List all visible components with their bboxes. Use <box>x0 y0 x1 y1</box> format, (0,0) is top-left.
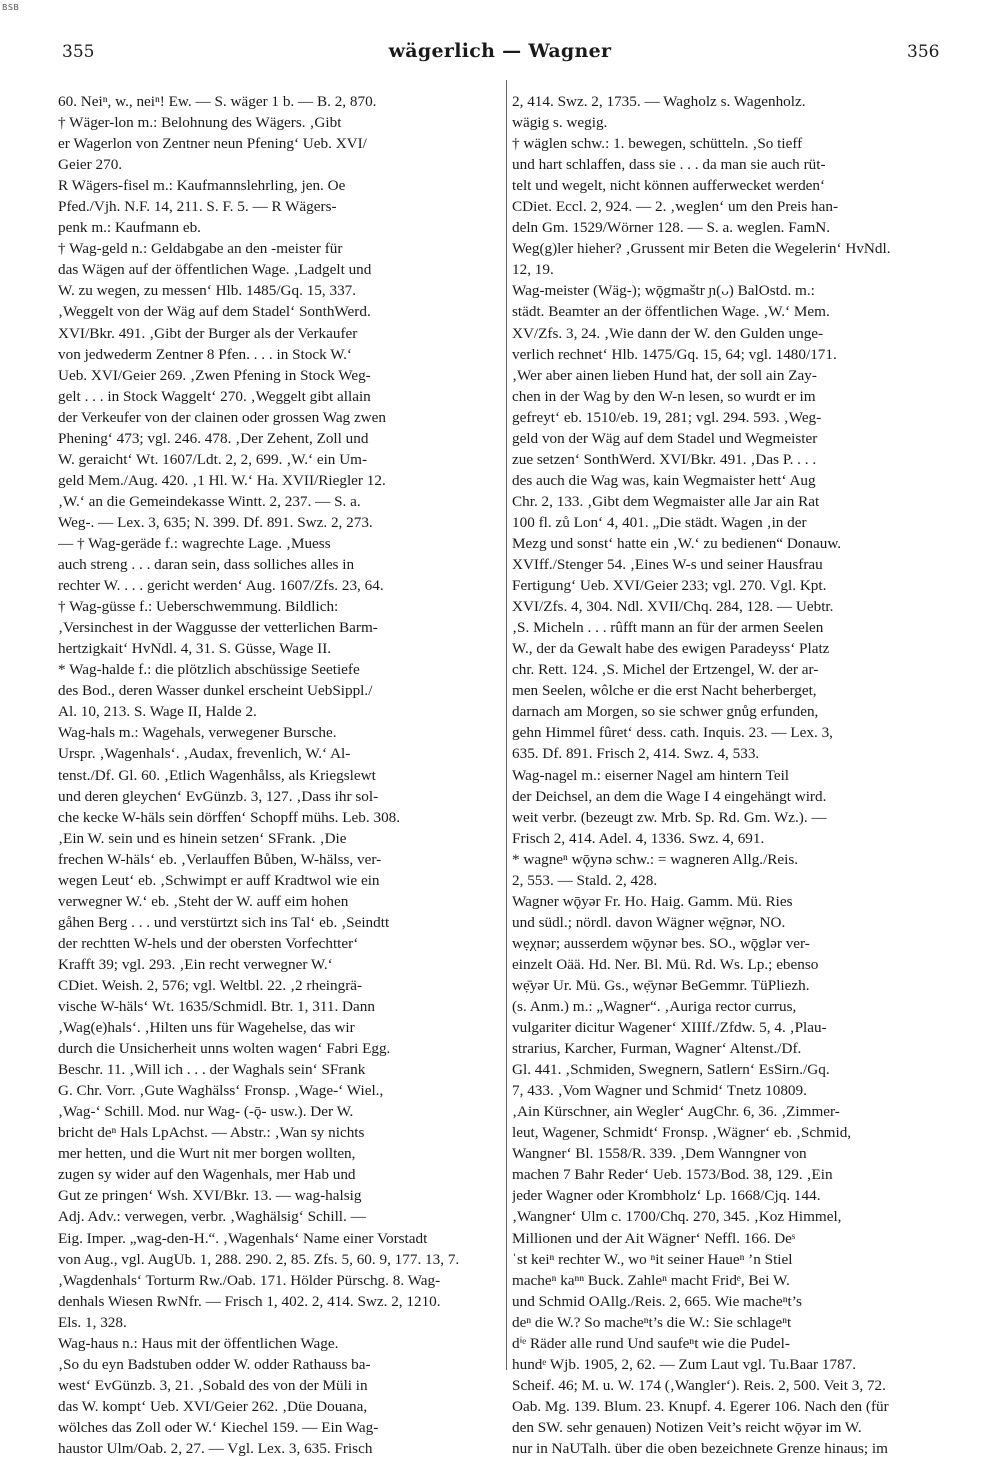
text-line: der Deichsel, an dem die Wage I 4 eingehängt wird. <box>512 787 827 805</box>
text-line: gefreyt‘ eb. 1510/eb. 19, 281; vgl. 294. 593. ‚Weg- <box>512 408 822 426</box>
text-line: macheⁿ kaⁿⁿ Buck. Zahleⁿ macht Fridᵉ, Bei W. <box>512 1271 790 1289</box>
text-line: städt. Beamter an der öffentlichen Wage. ‚W.‘ Mem. <box>512 303 830 321</box>
text-line: Eig. Imper. „wag-den-H.“. ‚Wagenhals‘ Name einer Vorstadt <box>58 1229 428 1247</box>
text-line: tenst./Df. Gl. 60. ‚Etlich Wagenhålss, als Kriegslewt <box>58 766 376 784</box>
text-line: Oab. Mg. 139. Blum. 23. Knupf. 4. Egerer 106. Nach den (für <box>512 1397 889 1415</box>
text-line: dⁱᵉ Räder alle rund Und saufeⁿt wie die Pudel- <box>512 1334 790 1352</box>
text-line: Els. 1, 328. <box>58 1313 127 1331</box>
text-line: das Wägen auf der öffentlichen Wage. ‚Ladgelt und <box>58 261 372 279</box>
text-line: ‚Wagdenhals‘ Torturm Rw./Oab. 171. Hölder Pürschg. 8. Wag- <box>58 1271 441 1289</box>
text-line: weit verbr. (bezeugt zw. Mrb. Sp. Rd. Gm. Wz.). — <box>512 808 827 826</box>
text-line: telt und wegelt, nicht können aufferwecket werden‘ <box>512 177 826 195</box>
text-line: ‚W.‘ an die Gemeindekasse Wintt. 2, 237. — S. a. <box>58 492 361 510</box>
text-line: und südl.; nördl. davon Wägner wẹ̄gnər, NO. <box>512 913 786 931</box>
text-line: 2, 414. Swz. 2, 1735. — Wagholz s. Wagenholz. <box>512 93 806 110</box>
text-line: Ueb. XVI/Geier 269. ‚Zwen Pfening in Stock Weg- <box>58 366 371 384</box>
text-line: chr. Rett. 124. ‚S. Michel der Ertzengel, W. der ar- <box>512 661 819 679</box>
text-line: leut, Wagener, Schmidt‘ Fronsp. ‚Wägner‘ eb. ‚Schmid, <box>512 1124 852 1142</box>
text-line: einzelt Oää. Hd. Ner. Bl. Mü. Rd. Ws. Lp.; ebenso <box>512 955 819 973</box>
text-line: Wag-hals m.: Wagehals, verwegener Bursche. <box>58 724 337 742</box>
text-line: wägig s. wegig. <box>512 114 608 132</box>
text-line: des auch die Wag was, kain Wegmaister hett‘ Aug <box>512 471 816 489</box>
text-line: zugen sy wider auf den Wagenhals, mer Hab und <box>58 1166 356 1184</box>
text-line: ‚Ain Kürschner, ain Wegler‘ AugChr. 6, 36. ‚Zimmer- <box>512 1103 840 1121</box>
text-line: von jedwederm Zentner 8 Pfen. . . . in Stock W.‘ <box>58 345 352 363</box>
text-line: deⁿ die W.? So macheⁿt’s die W.: Sie schlageⁿt <box>512 1313 792 1331</box>
text-line: ‚So du eyn Badstuben odder W. odder Rathauss ba- <box>58 1355 371 1373</box>
text-line: vische W-häls‘ Wt. 1635/Schmidl. Btr. 1, 311. Dann <box>58 998 375 1016</box>
text-line: Weg(g)ler hieher? ‚Grussent mir Beten die Wegelerin‘ HvNdl. <box>512 240 891 258</box>
text-line: wẹ̄yər Ur. Mü. Gs., wẹ̄ynər BeGemmr. TüPliezh. <box>512 976 810 994</box>
text-line: Gut ze pringen‘ Wsh. XVI/Bkr. 13. — wag-halsig <box>58 1187 362 1205</box>
text-line: Wag-meister (Wäg-); wǭgmaštr ɲ(ᴗ) BalOstd. m.: <box>512 282 815 300</box>
text-line: chen in der Wag by den W-n lesen, so wurdt er im <box>512 387 816 405</box>
text-line: hundᵉ Wjb. 1905, 2, 62. — Zum Laut vgl. Tu.Baar 1787. <box>512 1355 857 1373</box>
text-line: G. Chr. Vorr. ‚Gute Waghälss‘ Fronsp. ‚Wage-‘ Wiel., <box>58 1082 384 1100</box>
text-line: von Aug., vgl. AugUb. 1, 288. 290. 2, 85. Zfs. 5, 60. 9, 177. 13, 7. <box>58 1250 460 1268</box>
text-line: nur in NaUTalh. über die oben bezeichnete Grenze hinaus; im <box>512 1440 888 1457</box>
text-line: Weg-. — Lex. 3, 635; N. 399. Df. 891. Swz. 2, 273. <box>58 513 373 531</box>
text-line: wegen Leut‘ eb. ‚Schwimpt er auff Kradtwol wie ein <box>58 871 380 889</box>
text-line: rechter W. . . . gericht werden‘ Aug. 1607/Zfs. 23, 64. <box>58 577 384 595</box>
text-line: 2, 553. — Stald. 2, 428. <box>512 871 658 889</box>
text-line: * Wag-halde f.: die plötzlich abschüssige Seetiefe <box>58 661 360 679</box>
text-line: geld von der Wäg auf dem Stadel und Wegmeister <box>512 429 818 447</box>
right-column <box>512 91 958 1459</box>
library-mark: BSB <box>2 3 20 12</box>
text-line: W., der da Gewalt habe des ewigen Paradeyss‘ Platz <box>512 640 830 658</box>
text-line: * wagneⁿ wǭynə schw.: = wagneren Allg./Reis. <box>512 850 799 868</box>
text-line: und hart schlaffen, dass sie . . . da man sie auch rüt- <box>512 156 826 174</box>
text-line: 12, 19. <box>512 261 554 279</box>
text-line: † wäglen schw.: 1. bewegen, schütteln. ‚So tieff <box>512 135 803 153</box>
text-line: wölches das Zoll oder W.‘ Kiechel 159. — Ein Wag- <box>58 1418 379 1436</box>
text-line: penk m.: Kaufmann eb. <box>58 219 201 237</box>
text-line: ‚Weggelt von der Wäg auf dem Stadel‘ SonthWerd. <box>58 303 371 321</box>
text-line: geld Mem./Aug. 420. ‚1 Hl. W.‘ Ha. XVII/Riegler 12. <box>58 471 386 489</box>
text-line: strarius, Karcher, Furman, Wagner‘ Altenst./Df. <box>512 1040 802 1058</box>
text-line: der rechtten W-hels und der obersten Vorfechtter‘ <box>58 934 359 952</box>
text-line: Chr. 2, 133. ‚Gibt dem Wegmaister alle Jar ain Rat <box>512 492 820 510</box>
text-line: denhals Wiesen RwNfr. — Frisch 1, 402. 2, 414. Swz. 2, 1210. <box>58 1292 441 1310</box>
text-line: ‚Wag(e)hals‘. ‚Hilten uns für Wagehelse, das wir <box>58 1019 355 1037</box>
text-line: bricht deⁿ Hals LpAchst. — Abstr.: ‚Wan sy nichts <box>58 1124 365 1142</box>
text-line: XVI/Zfs. 4, 304. Ndl. XVII/Chq. 284, 128. — Uebtr. <box>512 598 834 616</box>
text-line: auch streng . . . daran sein, dass solliches alles in <box>58 556 355 574</box>
text-line: des Bod., deren Wasser dunkel erscheint UebSippl./ <box>58 682 373 700</box>
page-header-title: wägerlich — Wagner <box>388 40 612 62</box>
text-line: R Wägers-fisel m.: Kaufmannslehrling, jen. Oe <box>58 177 346 195</box>
text-line: CDiet. Weish. 2, 576; vgl. Weltbl. 22. ‚2 rheingrä- <box>58 976 363 994</box>
text-line: 60. Neiⁿ, w., neiⁿ! Ew. — S. wäger 1 b. — B. 2, 870. <box>58 93 377 110</box>
text-line: W. zu wegen, zu messen‘ Hlb. 1485/Gq. 15, 337. <box>58 282 357 300</box>
text-line: XV/Zfs. 3, 24. ‚Wie dann der W. den Gulden unge- <box>512 324 824 342</box>
text-line: der Verkeufer von der clainen oder grossen Wag zwen <box>58 408 386 426</box>
text-line: CDiet. Eccl. 2, 924. — 2. ‚weglen‘ um den Preis han- <box>512 198 839 216</box>
text-line: Urspr. ‚Wagenhals‘. ‚Audax, frevenlich, W.‘ Al- <box>58 745 351 763</box>
text-line: 100 fl. zů Lon‘ 4, 401. „Die städt. Wagen ‚in der <box>512 513 807 531</box>
left-column <box>58 91 504 1459</box>
text-line: W. geraicht‘ Wt. 1607/Ldt. 2, 2, 699. ‚W.‘ ein Um- <box>58 450 368 468</box>
text-line: ‚Wag-‘ Schill. Mod. nur Wag- (-ǭ- usw.). Der W. <box>58 1103 354 1121</box>
text-line: und deren gleychen‘ EvGünzb. 3, 127. ‚Dass ihr sol- <box>58 787 379 805</box>
text-line: ‚Versinchest in der Waggusse der vetterlichen Barm- <box>58 619 378 637</box>
text-line: † Wag-güsse f.: Ueberschwemmung. Bildlich: <box>58 598 339 616</box>
text-line: Krafft 39; vgl. 293. ‚Ein recht verwegner W.‘ <box>58 955 333 973</box>
text-line: Phening‘ 473; vgl. 246. 478. ‚Der Zehent, Zoll und <box>58 429 369 447</box>
text-line: ‚Wangner‘ Ulm c. 1700/Chq. 270, 345. ‚Koz Himmel, <box>512 1208 842 1226</box>
text-line: 635. Df. 891. Frisch 2, 414. Swz. 4, 533. <box>512 745 760 763</box>
text-line: machen 7 Bahr Reder‘ Ueb. 1573/Bod. 38, 129. ‚Ein <box>512 1166 833 1184</box>
column-divider <box>506 80 507 1370</box>
text-line: Wangner‘ Bl. 1558/R. 339. ‚Dem Wanngner von <box>512 1145 807 1163</box>
text-line: Scheif. 46; M. u. W. 174 (‚Wangler‘). Reis. 2, 500. Veit 3, 72. <box>512 1376 886 1394</box>
text-line: † Wäger-lon m.: Belohnung des Wägers. ‚Gibt <box>58 114 342 132</box>
text-line: ˈst keiⁿ rechter W., wo ⁿit seiner Haueⁿ ’n Stiel <box>512 1250 793 1268</box>
page-number-left: 355 <box>62 42 95 62</box>
text-line: Pfed./Vjh. N.F. 14, 211. S. F. 5. — R Wägers- <box>58 198 337 216</box>
text-line: zue setzen‘ SonthWerd. XVI/Bkr. 491. ‚Das P. . . . <box>512 450 817 468</box>
text-line: den SW. sehr genauen) Notizen Veit’s reicht wǭyər im W. <box>512 1418 862 1436</box>
text-line: Millionen und der Ait Wägner‘ Neffl. 166. Deˢ <box>512 1229 796 1247</box>
text-line: gehn Himmel fûret‘ dess. cath. Inquis. 23. — Lex. 3, <box>512 724 833 742</box>
text-line: Gl. 441. ‚Schmiden, Swegnern, Satlern‘ EsSirn./Gq. <box>512 1061 830 1079</box>
text-line: ‚Wer aber ainen lieben Hund hat, der soll ain Zay- <box>512 366 817 384</box>
text-line: haustor Ulm/Oab. 2, 27. — Vgl. Lex. 3, 635. Frisch <box>58 1440 373 1457</box>
text-line: mer hetten, und die Wurt nit mer borgen wollten, <box>58 1145 356 1163</box>
text-line: verwegner W.‘ eb. ‚Steht der W. auff eim hohen <box>58 892 349 910</box>
text-line: Fertigung‘ Ueb. XVI/Geier 233; vgl. 270. Vgl. Kpt. <box>512 577 827 595</box>
text-line: Frisch 2, 414. Adel. 4, 1336. Swz. 4, 691. <box>512 829 765 847</box>
text-line: durch die Unsicherheit unns wolten wagen‘ Fabri Egg. <box>58 1040 391 1058</box>
text-line: Mezg und sonst‘ hatte ein ‚W.‘ zu bedienen“ Donauw. <box>512 534 842 552</box>
text-line: gåhen Berg . . . und verstürtzt sich ins Tal‘ eb. ‚Seindtt <box>58 913 390 931</box>
text-line: Beschr. 11. ‚Will ich . . . der Waghals sein‘ SFrank <box>58 1061 366 1079</box>
text-line: (s. Anm.) m.: „Wagner“. ‚Auriga rector currus, <box>512 998 797 1016</box>
text-line: — † Wag-geräde f.: wagrechte Lage. ‚Muess <box>58 534 331 552</box>
text-line: che kecke W-häls sein dörffen‘ Schopff mühs. Leb. 308. <box>58 808 401 826</box>
text-line: Wagner wǭyər Fr. Ho. Haig. Gamm. Mü. Ries <box>512 892 793 910</box>
text-line: Geier 270. <box>58 156 123 174</box>
text-line: er Wagerlon von Zentner neun Pfening‘ Ueb. XVI/ <box>58 135 367 153</box>
text-line: deln Gm. 1529/Wörner 128. — S. a. weglen. FamN. <box>512 219 831 237</box>
text-line: jeder Wagner oder Krombholz‘ Lp. 1668/Cjq. 144. <box>512 1187 821 1205</box>
text-line: XVI/Bkr. 491. ‚Gibt der Burger als der Verkaufer <box>58 324 358 342</box>
text-line: verlich rechnet‘ Hlb. 1475/Gq. 15, 64; vgl. 1480/171. <box>512 345 837 363</box>
text-line: XVIff./Stenger 54. ‚Eines W-s und seiner Hausfrau <box>512 556 823 574</box>
text-line: Adj. Adv.: verwegen, verbr. ‚Waghälsig‘ Schill. — <box>58 1208 366 1226</box>
text-line: Wag-haus n.: Haus mit der öffentlichen Wage. <box>58 1334 339 1352</box>
text-line: gelt . . . in Stock Waggelt‘ 270. ‚Weggelt gibt allain <box>58 387 371 405</box>
text-line: Al. 10, 213. S. Wage II, Halde 2. <box>58 703 257 721</box>
text-line: hertzigkait‘ HvNdl. 4, 31. S. Güsse, Wage II. <box>58 640 332 658</box>
text-line: darnach am Morgen, so sie schwer gnůg erfunden, <box>512 703 819 721</box>
text-line: vulgariter dicitur Wagener‘ XIIIf./Zfdw. 5, 4. ‚Plau- <box>512 1019 827 1037</box>
text-line: ‚S. Micheln . . . rûfft mann an für der armen Seelen <box>512 619 824 637</box>
text-line: frechen W-häls‘ eb. ‚Verlauffen Bůben, W-hälss, ver- <box>58 850 382 868</box>
text-line: 7, 433. ‚Vom Wagner und Schmid‘ Tnetz 10809. <box>512 1082 807 1100</box>
text-line: und Schmid OAllg./Reis. 2, 665. Wie macheⁿt’s <box>512 1292 802 1310</box>
text-line: men Seelen, wôlche er die erst Nacht beherberget, <box>512 682 817 700</box>
page-number-right: 356 <box>907 42 940 62</box>
text-line: Wag-nagel m.: eiserner Nagel am hintern Teil <box>512 766 790 784</box>
text-line: wẹχnər; ausserdem wǭynər bes. SO., wǭglər ver- <box>512 934 810 952</box>
text-line: ‚Ein W. sein und es hinein setzen‘ SFrank. ‚Die <box>58 829 347 847</box>
text-line: das W. kompt‘ Ueb. XVI/Geier 262. ‚Düe Douana, <box>58 1397 368 1415</box>
text-line: west‘ EvGünzb. 3, 21. ‚Sobald des von der Müli in <box>58 1376 368 1394</box>
text-line: † Wag-geld n.: Geldabgabe an den -meister für <box>58 240 343 258</box>
